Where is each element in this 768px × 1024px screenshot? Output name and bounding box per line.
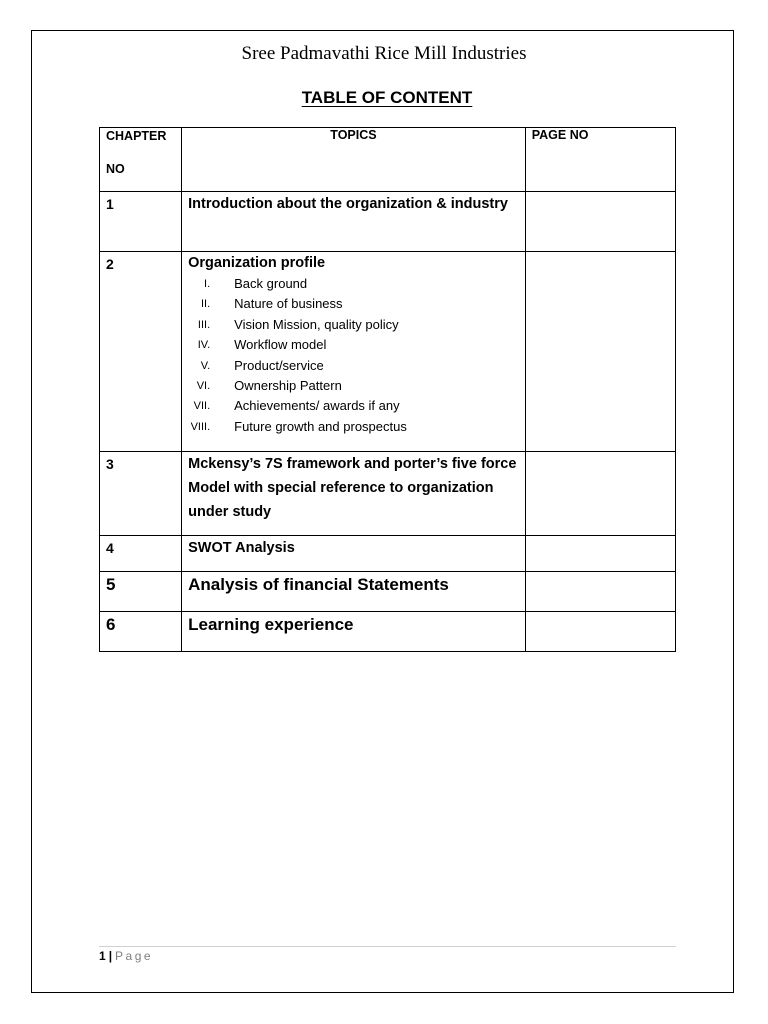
table-row xyxy=(100,536,676,572)
footer-separator: | xyxy=(108,949,113,963)
subtopic-label: Back ground xyxy=(234,276,308,291)
list-item xyxy=(188,396,519,416)
footer-divider xyxy=(99,946,676,947)
chapter-number: 1 xyxy=(100,192,182,252)
list-item xyxy=(188,417,519,437)
toc-table xyxy=(99,127,676,652)
list-item xyxy=(188,294,519,314)
table-row xyxy=(100,192,676,252)
column-header-chapter-line2: NO xyxy=(106,162,125,176)
column-header-topics: TOPICS xyxy=(182,128,526,192)
roman-numeral: VII. xyxy=(193,400,211,413)
table-row xyxy=(100,612,676,652)
column-header-chapter-no xyxy=(100,128,182,192)
column-header-page-no: PAGE NO xyxy=(525,128,675,192)
page-number: 1 xyxy=(99,949,106,963)
chapter-number: 5 xyxy=(100,572,182,612)
table-row xyxy=(100,252,676,452)
roman-numeral: III. xyxy=(197,318,211,331)
subtopic-label: Vision Mission, quality policy xyxy=(234,316,399,332)
document-header-title: Sree Padmavathi Rice Mill Industries xyxy=(241,43,527,64)
chapter-topic: Organization profile xyxy=(188,255,326,271)
toc-heading: TABLE OF CONTENT xyxy=(301,88,473,107)
subtopic-label: Future growth and prospectus xyxy=(234,418,407,434)
table-row xyxy=(100,572,676,612)
list-item xyxy=(188,356,519,376)
roman-numeral: II. xyxy=(200,298,211,311)
column-header-chapter-line1: CHAPTER xyxy=(106,129,167,143)
chapter-topic: SWOT Analysis xyxy=(182,536,526,572)
list-item xyxy=(188,335,519,355)
roman-numeral: V. xyxy=(200,359,211,372)
chapter-topic: Learning experience xyxy=(182,612,526,652)
chapter-number: 4 xyxy=(100,536,182,572)
chapter-topic: Introduction about the organization & industry xyxy=(182,192,526,252)
chapter-page xyxy=(525,612,675,652)
chapter-page xyxy=(525,252,675,452)
subtopic-label: Nature of business xyxy=(234,296,343,312)
roman-numeral: VI. xyxy=(196,379,211,392)
roman-numeral: I. xyxy=(204,278,211,290)
chapter-page xyxy=(525,572,675,612)
list-item xyxy=(188,315,519,335)
list-item xyxy=(188,376,519,396)
chapter-page xyxy=(525,536,675,572)
chapter-number: 6 xyxy=(100,612,182,652)
page-footer xyxy=(99,949,153,963)
roman-numeral: IV. xyxy=(197,339,211,352)
page-label: Page xyxy=(115,949,154,963)
chapter-topic: Mckensy’s 7S framework and porter’s five force Model with special reference to organization under study xyxy=(182,452,526,536)
table-row xyxy=(100,452,676,536)
toc-header-row xyxy=(100,128,676,192)
chapter-number: 2 xyxy=(100,252,182,452)
chapter-page xyxy=(525,192,675,252)
subtopic-label: Achievements/ awards if any xyxy=(234,398,400,414)
chapter-topic: Analysis of financial Statements xyxy=(182,572,526,612)
subtopic-label: Ownership Pattern xyxy=(234,377,342,393)
subtopic-label: Workflow model xyxy=(234,337,327,353)
roman-numeral: VIII. xyxy=(190,420,211,433)
subtopic-list xyxy=(188,274,519,437)
chapter-topic-cell xyxy=(182,252,526,452)
subtopic-label: Product/service xyxy=(234,357,324,373)
list-item xyxy=(188,274,519,294)
chapter-number: 3 xyxy=(100,452,182,536)
chapter-page xyxy=(525,452,675,536)
